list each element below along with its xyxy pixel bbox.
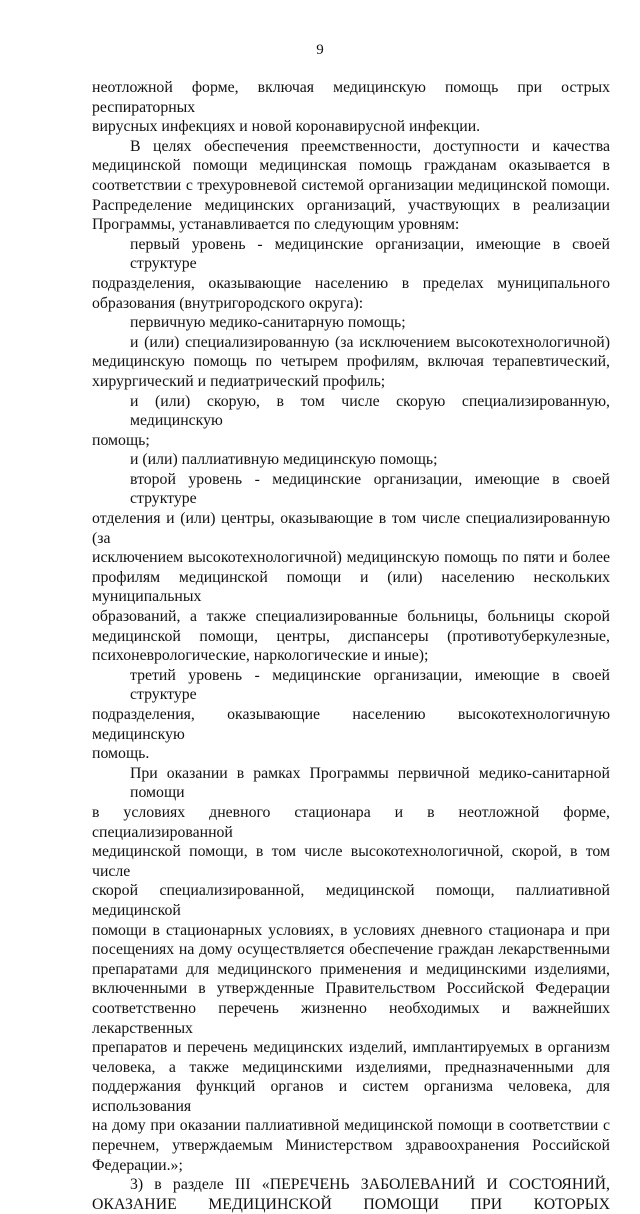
text-line: медицинской помощи, центры, диспансеры (противотуберкулезные, <box>92 627 610 645</box>
text-line: Федерации.»; <box>92 1156 183 1174</box>
text-line: медицинской помощи медицинская помощь гражданам оказывается в <box>92 157 610 175</box>
text-line: в условиях дневного стационара и в неотложной форме, специализированной <box>92 803 610 841</box>
text-line: первый уровень - медицинские организации, имеющие в своей структуре <box>130 235 610 273</box>
text-line: Программы, устанавливается по следующим уровням: <box>92 216 460 234</box>
text-line: психоневрологические, наркологические и иные); <box>92 647 429 665</box>
text-line: вирусных инфекциях и новой коронавирусной инфекции. <box>92 118 481 136</box>
text-line: исключением высокотехнологичной) медицинскую помощь по пяти и более <box>92 549 610 567</box>
text-line: отделения и (или) центры, оказывающие в том числе специализированную (за <box>92 510 610 547</box>
text-line: человека, а также медицинскими изделиями, предназначенными для <box>92 1058 610 1076</box>
text-line: При оказании в рамках Программы первичной медико-санитарной помощи <box>130 764 610 802</box>
text-line: подразделения, оказывающие населению в пределах муниципального <box>92 274 610 292</box>
text-line: соответствии с трехуровневой системой организации медицинской помощи. <box>92 176 610 194</box>
text-line: и (или) скорую, в том числе скорую специализированную, медицинскую <box>130 392 610 430</box>
page-number: 9 <box>316 42 324 58</box>
text-line: на дому при оказании паллиативной медицинской помощи в соответствии с <box>92 1117 610 1135</box>
text-line: и (или) специализированную (за исключением высокотехнологичной) <box>130 333 610 351</box>
text-line: включенными в утвержденные Правительством Российской Федерации <box>92 980 610 998</box>
text-line: поддержания функций органов и систем организма человека, для использования <box>92 1078 610 1115</box>
text-line: соответственно перечень жизненно необходимых и важнейших лекарственных <box>92 999 610 1037</box>
text-line: второй уровень - медицинские организации, имеющие в своей структуре <box>130 470 610 508</box>
text-line: ОКАЗАНИЕ МЕДИЦИНСКОЙ ПОМОЩИ ПРИ КОТОРЫХ <box>92 1195 610 1213</box>
text-line: медицинскую помощь по четырем профилям, включая терапевтический, <box>92 353 610 371</box>
text-line: профилям медицинской помощи и (или) населению нескольких муниципальных <box>92 568 610 606</box>
text-line: помощь. <box>92 745 150 763</box>
text-line: скорой специализированной, медицинской помощи, паллиативной медицинской <box>92 882 610 919</box>
text-line: и (или) паллиативную медицинскую помощь; <box>130 451 438 469</box>
text-line: посещениях на дому осуществляется обеспечение граждан лекарственными <box>92 941 610 959</box>
text-line: Распределение медицинских организаций, участвующих в реализации <box>92 196 610 214</box>
text-line: первичную медико-санитарную помощь; <box>130 314 406 332</box>
text-line: 3) в разделе III «ПЕРЕЧЕНЬ ЗАБОЛЕВАНИЙ И СОСТОЯНИЙ, <box>130 1176 610 1194</box>
text-line: подразделения, оказывающие населению высокотехнологичную медицинскую <box>92 706 610 743</box>
document-body <box>92 78 610 1214</box>
text-line: неотложной форме, включая медицинскую помощь при острых респираторных <box>92 79 610 116</box>
text-line: перечнем, утверждаемым Министерством здравоохранения Российской <box>92 1137 610 1155</box>
text-line: медицинской помощи, в том числе высокотехнологичной, скорой, в том числе <box>92 843 610 880</box>
text-line: образований, а также специализированные больницы, больницы скорой <box>92 608 610 626</box>
text-line: помощи в стационарных условиях, в условиях дневного стационара и при <box>92 921 610 939</box>
text-line: образования (внутригородского округа): <box>92 294 364 312</box>
text-line: препаратов и перечень медицинских изделий, имплантируемых в организм <box>92 1039 610 1057</box>
text-line: препаратами для медицинского применения и медицинскими изделиями, <box>92 960 610 978</box>
text-line: помощь; <box>92 431 150 449</box>
text-line: третий уровень - медицинские организации, имеющие в своей структуре <box>130 666 610 704</box>
text-line: хирургический и педиатрический профиль; <box>92 372 386 390</box>
text-line: В целях обеспечения преемственности, доступности и качества <box>130 137 610 155</box>
